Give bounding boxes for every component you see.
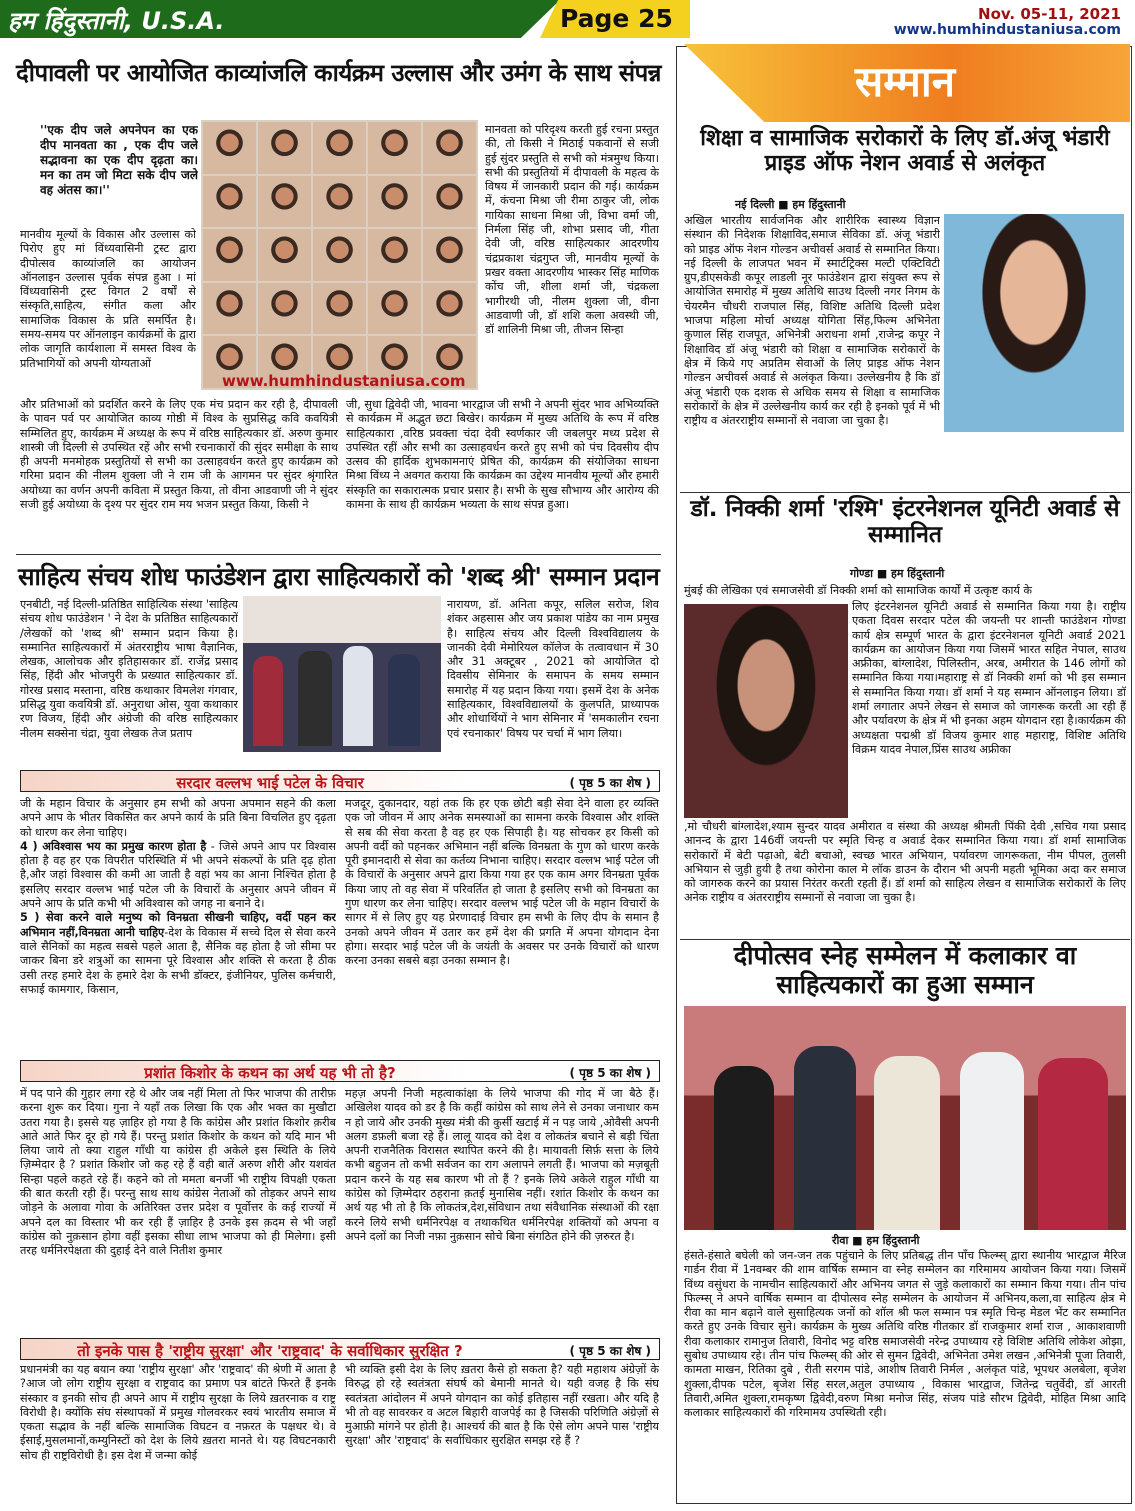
article5-text-a: प्रधानमंत्री का यह बयान क्या 'राष्ट्रीय सुरक्षा' और 'राष्ट्रवाद' की श्रेणी में आता है ?आज जो लोग राष्ट्रीय सुरक्षा व राष्ट्रवाद का प्रमाण पत्र बांटते फिरते हैं इनके संस्कार व इनकी सोच ही अपने आप में राष्ट्रीय सुरक्षा के लिये ख़तरनाक व राष्ट्र विरोधी है। क्योंकि संघ संस्थापकों में प्रमुख गोलवरकर स्वयं भारतीय समाज में एकता सद्भाव के नहीं बल्कि सामाजिक विघटन व नफ़रत के पक्षधर थे। वे ईसाई,मुसलमानों,कम्युनिस्टों को देश के लिये ख़तरा मानते थे। यह विघटनकारी सोच ही राष्ट्रविरोधी है। इस देश में जन्मा कोई — [20, 1363, 336, 1462]
article1-headline: दीपावली पर आयोजित काव्यांजलि कार्यक्रम उल्लास और उमंग के साथ संपन्न — [16, 59, 661, 87]
nikki-sharma-photo — [684, 604, 848, 818]
divider — [680, 492, 1130, 493]
article1-text-c: और प्रतिभाओं को प्रदर्शित करने के लिए एक मंच प्रदान कर रही है, दीपावली के पावन पर्व पर आयोजित काव्य गोष्ठी में विश्व के सुप्रसिद्ध कवि कवयित्री सम्मिलित हुए, कार्यक्रम में अध्यक्ष के रूप में वरिष्ठ साहित्यकार डॉ. अरुण कुमार शास्त्री जी दिल्ली से उपस्थित रहें और सभी रचनाकारों की सुंदर समीक्षा के साथ ही अपनी मनमोहक प्रस्तुतियों से सभी का उत्साहवर्धन करते हुए कार्यक्रम को गरिमा प्रदान की नीलम शुक्ला जी ने राम जी के आगमन पर सुंदर श्रृंगारित अयोध्या का वर्णन अपनी कविता में प्रस्तुत किया, तो वीना आडवाणी जी ने सुंदर सजी हुई अयोध्या के दृश्य पर सुंदर राम मय भजन प्रस्तुत किया, किसी ने — [20, 398, 338, 512]
photo-watermark: www.humhindustaniusa.com — [222, 372, 466, 390]
article3-point5: 5 ) सेवा करने वाले मनुष्य को विनम्रता सीखनी चाहिए, वर्दी पहन कर अभिमान नहीं,विनम्रता आनी चाहिए — [20, 911, 336, 939]
website-link[interactable]: www.humhindustaniusa.com — [893, 22, 1121, 38]
article4-continued-ref: ( पृष्ठ 5 का शेष ) — [569, 1066, 651, 1080]
article3-para1: जी के महान विचार के अनुसार हम सभी को अपना अपमान सहने की कला अपने आप के भीतर विकसित कर अपने कार्य के प्रति बिना विचलित हुए दृढ़ता को धारण कर लेना चाहिए। — [20, 797, 336, 839]
anju-bhandari-photo — [944, 214, 1124, 432]
article1-text-b: मानवता को परिदृश्य करती हुई रचना प्रस्तुत की, तो किसी ने मिठाई पकवानों से सजी हुई सुंदर प्रस्तुति से सभी को मंत्रमुग्ध किया। सभी की प्रस्तुतियों में दीपावली के महत्व के विषय में जानकारी प्रदान की गई। कार्यक्रम में, कंचना मिश्रा जी रीमा ठाकुर जी, लोक गायिका साधना मिश्रा जी, विभा वर्मा जी, निर्मला सिंह जी, शोभा प्रसाद जी, गीता देवी जी, वरिष्ठ साहित्यकार आदरणीय चंद्रप्रकाश चंद्रगुप्त जी, मानवीय मूल्यों के प्रखर वक्ता आदरणीय भास्कर सिंह माणिक कोंच जी, शीला शर्मा जी, चंद्रकला भागीरथी जी, नीलम शुक्ला जी, वीना आडवाणी जी, डॉ शशि कला अवस्थी जी, डॉ शालिनी मिश्रा जी, तीजन सिन्हा — [485, 123, 659, 337]
article3-header-box — [20, 770, 660, 792]
article3-headline: सरदार वल्लभ भाई पटेल के विचार — [176, 774, 364, 792]
r1-credit: नई दिल्ली ■ हम हिंदुस्तानी — [735, 198, 846, 211]
article1-poem: ''एक दीप जले अपनेपन का एक दीप मानवता का , एक दीप जले सद्भावना का एक दीप दृढ़ता का। मन का तम जो मिटा सके दीप जले वह अंतस का।'' — [40, 123, 198, 197]
page-number: Page 25 — [560, 4, 673, 33]
article4-headline: प्रशांत किशोर के कथन का अर्थ यह भी तो है? — [144, 1064, 396, 1082]
article1-text-d: जी, सुधा द्विवेदी जी, भावना भारद्वाज जी सभी ने अपनी सुंदर भाव अभिव्यक्ति से कार्यक्रम में अद्भुत छटा बिखेर। कार्यक्रम में मुख्य अतिथि के रूप में वरिष्ठ साहित्यकारा ,वरिष्ठ प्रवक्ता चंदा देवी स्वर्णकार जी जबलपुर मध्य प्रदेश से उपस्थित रहीं और सभी का उत्साहवर्धन करते हुए सभी को पंच दिवसीय दीप उत्सव की हार्दिक शुभकामनाएं प्रेषित की, कार्यक्रम की संयोजिका साधना मिश्रा विंध्य ने अवगत कराया कि कार्यक्रम का उद्देश्य मानवीय मूल्यों और हमारी संस्कृति का सकारात्मक प्रचार प्रसार है। सभी के सुख सौभाग्य और आरोग्य की कामना के साथ ही कार्यक्रम भव्यता के साथ संपन्न हुआ। — [346, 398, 659, 512]
article2-headline: साहित्य संचय शोध फाउंडेशन द्वारा साहित्यकारों को 'शब्द श्री' सम्मान प्रदान — [18, 562, 660, 591]
samman-banner-title: सम्मान — [854, 57, 956, 106]
issue-date: Nov. 05-11, 2021 — [978, 5, 1121, 23]
r3-text: हंसते-हंसाते बघेली को जन-जन तक पहुंचाने के लिए प्रतिबद्ध तीन पाँच फिल्म्स् द्वारा स्थानीय भारद्वाज मैरिज गार्डन रीवा में 1नवम्बर की शाम वार्षिक सम्मान वा स्नेह सम्मेलन का गरिमामय आयोजन किया गया। जिसमें विंध्य वसुंधरा के नामचीन साहित्यकारों और अभिनय जगत से जुड़े कलाकारों का सम्मान किया गया। तीन पांच फिल्म्स् ने अपने वार्षिक सम्मान वा दीपोत्सव स्नेह सम्मेलन के आयोजन में अभिनय,कला,वा साहित्य क्षेत्र मे रीवा का मान बढ़ाने वाले सुसाहित्यक जनों को शॉल श्री फल सम्मान पत्र स्मृति चिन्ह मेडल भेंट कर सम्मानित करते हुए उनके विचार सुने। कार्यक्रम के मुख्य अतिथि वरिष्ठ गीतकार डॉ राजकुमार शर्मा राज , आकाशवाणी रीवा कलाकार रामानुज तिवारी, विनोद भट्ट वरिष्ठ समाजसेवी नरेन्द्र उपाध्याय रहे विशिष्ट अतिथि लोकेश ओझा, सुबोध उपाध्याय रहे। तीन पांच फिल्म्स् की ओर से सुमन द्विवेदी, अभिनेता उमेश लखन ,अभिनेत्री पूजा तिवारी, कामता माखन, रितिका दुबे , रीती सरगम पांडे, आशीष तिवारी निर्मल , अलंकृत पांडे, भूपधर अलबेला, बृजेश शुक्ला,दीपक पटेल, बृजेश सिंह सरल,अतुल उपाध्याय , विकास भारद्वाज, जितेन्द्र चतुर्वेदी, डॉ आरती तिवारी,अमित शुक्ला,रामकृष्ण द्विवेदी,वरुण मिश्रा मनोज सिंह, संजय पांडे सौरभ द्विवेदी, मोहित मिश्रा आदि कलाकार साहित्यकारों की गरिमामय उपस्थिती रही। — [684, 1249, 1126, 1420]
article4-text-b: महज़ अपनी निजी महत्वाकांक्षा के लिये भाजपा की गोद में जा बैठे हैं। अखिलेश यादव को डर है कि कहीं कांग्रेस को साथ लेने से उनका जनाधार कम न हो जाये और उनकी मुख्य मंत्री की कुर्सी खटाई में न पड़ जाये ,ओवैसी अपनी अलग डफ़ली बजा रहे हैं। लालू यादव को देश व लोकतंत्र बचाने से बड़ी चिंता अपनी राजनैतिक विरासत स्थापित करने की है। मायावती सिर्फ़ सत्ता के लिये कभी बहुजन तो कभी सर्वजन का राग अलापने लगती हैं। भाजपा को मज़बूती प्रदान करने के यह सब कारण भी तो हैं ? इनके लिये अकेले राहुल गाँधी या कांग्रेस को ज़िम्मेदार ठहराना क़तई मुनासिब नहीं। रशांत किशोर के कथन का अर्थ यह भी तो है कि लोकतंत्र,देश,संविधान तथा संवैधानिक संस्थाओं की रक्षा करने लिये सभी धर्मनिरपेक्ष व तथाकथित धर्मनिरपेक्ष शक्तियों को अपना व अपने दलों का निजी नफ़ा नुक़सान सोचे बिना संगठित होने की ज़रुरत है। — [345, 1087, 659, 1243]
r1-headline: शिक्षा व सामाजिक सरोकारों के लिए डॉ.अंजू भंडारी प्राइड ऑफ नेशन अवार्ड से अलंकृत — [700, 126, 1110, 177]
divider — [680, 939, 1130, 940]
rewa-event-photo — [684, 1006, 1126, 1230]
r3-credit: रीवा ■ हम हिंदुस्तानी — [832, 1234, 920, 1247]
article3-para3: -देश के विकास में सच्चे दिल से सेवा करने वाले सैनिकों का महत्व सबसे पहले आता है, सैनिक वह होता है जो सीमा पर जाकर बिना डरे शत्रुओं का सामना पूरे विश्वास और शक्ति से करता है ठीक उसी तरह हमारे देश के हमारे देश के सभी डॉक्टर, इंजीनियर, पुलिस कर्मचारी, सफाई कामगार, किसान, — [20, 925, 336, 996]
r2-lead: मुंबई की लेखिका एवं समाजसेवी डॉ निक्की शर्मा को सामाजिक कार्यों में उत्कृष्ट कार्य के — [684, 584, 1033, 597]
r2-credit: गोण्डा ■ हम हिंदुस्तानी — [850, 567, 945, 580]
article3-continued-ref: ( पृष्ठ 5 का शेष ) — [569, 776, 651, 790]
poets-photo-collage — [201, 120, 478, 390]
article1-text-a: मानवीय मूल्यों के विकास और उल्लास को पिरोए हुए मां विंध्यवासिनी ट्रस्ट द्वारा दीपोत्सव काव्यांजलि का आयोजन ऑनलाइन उल्लास पूर्वक संपन्न हुआ । मां विंध्यवासिनी ट्रस्ट विगत 2 वर्षों से संस्कृति,साहित्य, संगीत कला और सामाजिक विकास के प्रति समर्पित है। समय-समय पर ऑनलाइन कार्यक्रमों के द्वारा लोक जागृति कार्यशाला में समस्त विश्व के प्रतिभागियों को अपनी योग्यताओं — [20, 228, 196, 370]
article3-point4: 4 ) अविश्वास भय का प्रमुख कारण होता है — [20, 839, 207, 853]
article2-text-a: एनबीटी, नई दिल्ली-प्रतिष्ठित साहित्यिक संस्था 'साहित्य संचय शोध फाउंडेशन ' ने देश के प्रतिष्ठित साहित्यकारों /लेखकों को 'शब्द श्री' सम्मान प्रदान किया है। सम्मानित साहित्यकारों में अंतरराष्ट्रीय भाषा वैज्ञानिक, लेखक, आलोचक और इतिहासकार डॉ. राजेंद्र प्रसाद सिंह, हिंदी और भोजपुरी के प्रख्यात साहित्यकार डॉ. गोरख प्रसाद मस्ताना, वरिष्ठ कथाकार विमलेश गंगवार, प्रसिद्ध युवा कवयित्री डॉ. अनुराधा ओस, युवा कथाकार रण विजय, हिंदी और अंग्रेजी की वरिष्ठ साहित्यकार नीलम सक्सेना चंद्रा, युवा लेखक तेज प्रताप — [20, 598, 238, 740]
article3-para2: - जिसे अपने आप पर विश्वास होता है वह हर एक विपरीत परिस्थिति में भी अपने संकल्पों के प्रति दृढ़ होता है,और जहां विश्वास की कमी आ जाती है वहां भय का आना निश्चित होता है इसलिए सरदार वल्लभ भाई पटेल जी के विचारों के अनुसार अपने जीवन में अपने आप के प्रति कभी भी अविश्वास को जगह ना बनाने दे। — [20, 839, 336, 911]
article2-text-b: नारायण, डॉ. अनिता कपूर, सलिल सरोज, शिव शंकर अहसास और जय प्रकाश पांडेय का नाम प्रमुख है। साहित्य संचय और दिल्ली विश्वविद्यालय के जानकी देवी मेमोरियल कॉलेज के तत्वावधान में 30 और 31 अक्टूबर , 2021 को आयोजित दो दिवसीय सेमिनार के समापन के समय सम्मान समारोह में यह प्रदान किया गया। इसमें देश के अनेक साहित्यकार, विश्वविद्यालयों के कुलपति, प्राध्यापक और शोधार्थियों ने भाग सेमिनार में 'समकालीन रचना एवं रचनाकार' विषय पर चर्चा में भाग लिया। — [447, 598, 659, 740]
r2-text-a: लिए इंटरनेशनल यूनिटी अवार्ड से सम्मानित किया गया है। राष्ट्रीय एकता दिवस सरदार पटेल की जयन्ती पर शान्ती फाउंडेशन गोण्डा कार्य क्षेत्र सम्पूर्ण भारत के द्वारा इंटरनेशनल यूनिटी अवार्ड 2021 कार्यक्रम का आयोजन किया गया जिसमें भारत सहित नेपाल, साउथ अफ्रीका, बांग्लादेश, पिलिस्तीन, अरब, अमीरात के 146 लोगों को सम्मानित किया गया।महाराष्ट्र से डॉ निक्की शर्मा को भी इस सम्मान से सम्मानित किया गया। डॉ शर्मा ने यह सम्मान ऑनलाइन लिया। डॉ शर्मा लगातार अपने लेखन से समाज को जागरूक करती आ रही हैं और पर्यावरण के क्षेत्र में भी इनका अहम योगदान रहा है।कार्यक्रम की अध्यक्षता पद्मश्री डॉ विजय कुमार शाह महाराष्ट्र, विशिष्ट अतिथि विक्रम यादव नेपाल,प्रिंस साउथ अफ्रीका — [852, 600, 1126, 756]
article4-text-a: में पद पाने की गुहार लगा रहे थे और जब नहीं मिला तो फिर भाजपा की तारीफ़ करना शुरू कर दिया। गुना ने यहाँ तक लिखा कि एक और भक्त का मुखौटा उतरा गया है। इससे यह ज़ाहिर हो गया है कि कांग्रेस और प्रशांत किशोर क़रीब आते आते फिर दूर हो गये हैं। परन्तु प्रशांत किशोर के कथन को यदि मान भी लिया जाये तो क्या राहुल गाँधी या कांग्रेस ही अकेले इस स्थिति के लिये ज़िम्मेदार है ? प्रशांत किशोर जो कह रहे हैं वही बातें अरुण शौरी और यशवंत सिन्हा पहले कहते रहे हैं। कहने को तो ममता बनर्जी भी राष्ट्रीय विपक्षी एकता की बात करती रही हैं। परन्तु साथ साथ कांग्रेस नेताओं को तोड़कर अपने साथ जोड़ने के अलावा गोवा के अतिरिक्त उत्तर प्रदेश व पूर्वोत्तर के कई राज्यों में अपने दल का विस्तार भी कर रही हैं ज़ाहिर है उनके इस क़दम से भी जहाँ कांग्रेस को नुक़सान होगा वहीं इसका सीधा लाभ भाजपा को ही मिलेगा। इसी तरह धर्मनिरपेक्षता की दुहाई देने वाले नितीश कुमार — [20, 1087, 336, 1258]
r2-headline: डॉ. निक्की शर्मा 'रश्मि' इंटरनेशनल यूनिटी अवार्ड से सम्मानित — [690, 496, 1120, 549]
r2-text-b: ,मो चौधरी बांग्लादेश,श्याम सुन्दर यादव अमीरात व संस्था की अध्यक्ष श्रीमती पिंकी देवी ,सचिव गया प्रसाद आनन्द के द्वारा 146वीं जयन्ती पर स्मृति चिन्ह व अवार्ड देकर सम्मानित किया गया। डॉ शर्मा सामाजिक सरोकारों में बेटी पढ़ाओ, बेटी बचाओ, स्वच्छ भारत अभियान, पर्यावरण जागरूकता, नीम पीपल, तुलसी अभियान से जुड़ी हुयी है तथा कोरोना काल मे लॉक डाउन के दौरान भी अपनी महती भूमिका अदा कर समाज को जागरुक करने का प्रयास निरंतर करती रहती हैं। डॉ शर्मा को साहित्य लेखन व सामाजिक सरोकारों के लिए अनेक राष्ट्रीय व अंतरराष्ट्रीय सम्मानों से नवाजा जा चुका है। — [684, 820, 1126, 905]
award-ceremony-photo — [243, 596, 441, 752]
article5-text-b: भी व्यक्ति इसी देश के लिए ख़तरा कैसे हो सकता है? यही महाशय अंग्रेज़ों के विरुद्ध हो रहे स्वतंत्रता संघर्ष को बेमानी मानते थे। यही वजह है कि संघ स्वतंत्रता आंदोलन में अपने योगदान का कोई इतिहास नहीं रखता। और यदि है भी तो वह सावरकर व अटल बिहारी वाजपेई का है जिसकी परिणिति अंग्रेज़ों से मुआफ़ी मांगने पर होती है। आश्चर्य की बात है कि ऐसे लोग अपने पास 'राष्ट्रीय सुरक्षा' और 'राष्ट्रवाद' के सर्वाधिकार सुरक्षित समझ रहे हैं ? — [345, 1363, 659, 1448]
article4-header-box — [20, 1060, 660, 1082]
article3-text-b: मजदूर, दुकानदार, यहां तक कि हर एक छोटी बड़ी सेवा देने वाला हर व्यक्ति एक जो जीवन में आए अनेक समस्याओं का सामना करके विश्वास और शक्ति से सब की सेवा करता है वह हर एक सिपाही है। यह सोचकर हर किसी को अपनी वर्दी को पहनकर अभिमान नहीं बल्कि विनम्रता के गुण को धारण करके पूरी इमानदारी से सेवा का कर्तव्य निभाना चाहिए। सरदार वल्लभ भाई पटेल जी के विचारों के अनुसार अपने द्वारा किया गया हर एक काम अगर विनम्रता पूर्वक किया जाए तो वह सेवा में परिवर्तित हो जाता है इसलिए सभी को विनम्रता का गुण धारण कर लेना चाहिए। सरदार वल्लभ भाई पटेल जी के महान विचारों के सागर में से लिए हुए यह प्रेरणादाई विचार हम सभी के लिए दीप के समान है उनको अपने जीवन में उतार कर हमें देश की प्रगति में अपना योगदान देना होगा। सरदार भाई पटेल जी के जयंती के अवसर पर उनके विचारों को धारण करना उनका सबसे बड़ा उनका सम्मान है। — [345, 797, 659, 968]
paper-name: हम हिंदुस्तानी, U.S.A. — [8, 7, 225, 35]
article5-headline: तो इनके पास है 'राष्ट्रीय सुरक्षा' और 'राष्ट्रवाद' के सर्वाधिकार सुरक्षित ? — [77, 1342, 463, 1360]
article5-header-box — [20, 1338, 660, 1360]
r3-headline: दीपोत्सव स्नेह सम्मेलन में कलाकार वा साहित्यकारों का हुआ सम्मान — [733, 941, 1077, 999]
article3-text-a — [20, 797, 336, 1055]
r1-text: अखिल भारतीय सार्वजनिक और शारीरिक स्वास्थ्य विज्ञान संस्थान की निदेशक शिक्षाविद,समाज सेविका डॉ. अंजू भंडारी को प्राइड ऑफ नेशन गोल्डन अचीवर्स अवार्ड से सम्मानित किया। नई दिल्ली के लाजपत भवन में स्मार्टट्रिक्स मल्टी एक्टिविटी ग्रुप,डीएसकेडी कपूर लाडली नूर फाउंडेशन द्वारा संयुक्त रूप से आयोजित समारोह में मुख्य अतिथि साउथ दिल्ली नगर निगम के चेयरमैन चौधरी राजपाल सिंह, विशिष्ट अतिथि दिल्ली प्रदेश भाजपा महिला मोर्चा अध्यक्ष योगिता सिंह,फिल्म अभिनेता कुणाल सिंह राजपूत, अभिनेत्री अराधना शर्मा ,राजेन्द्र कपूर ने शिक्षाविद डॉ अंजू भंडारी को शिक्षा व सामाजिक सरोकारों के क्षेत्र में किये गए अप्रतिम सेवाओं के लिए प्राइड ऑफ नेशन गोल्डन अचीवर्स अवार्ड से अलंकृत किया। उल्लेखनीय है कि डॉ अंजू भंडारी एक दशक से अधिक समय से शिक्षा व सामाजिक सरोकारों के क्षेत्र में उल्लेखनीय कार्य कर रही है इनको पूर्व में भी राष्ट्रीय व अंतरराष्ट्रीय सम्मानों से नवाजा जा चुका है। — [684, 214, 940, 428]
divider — [16, 554, 661, 555]
article5-continued-ref: ( पृष्ठ 5 का शेष ) — [569, 1344, 651, 1358]
